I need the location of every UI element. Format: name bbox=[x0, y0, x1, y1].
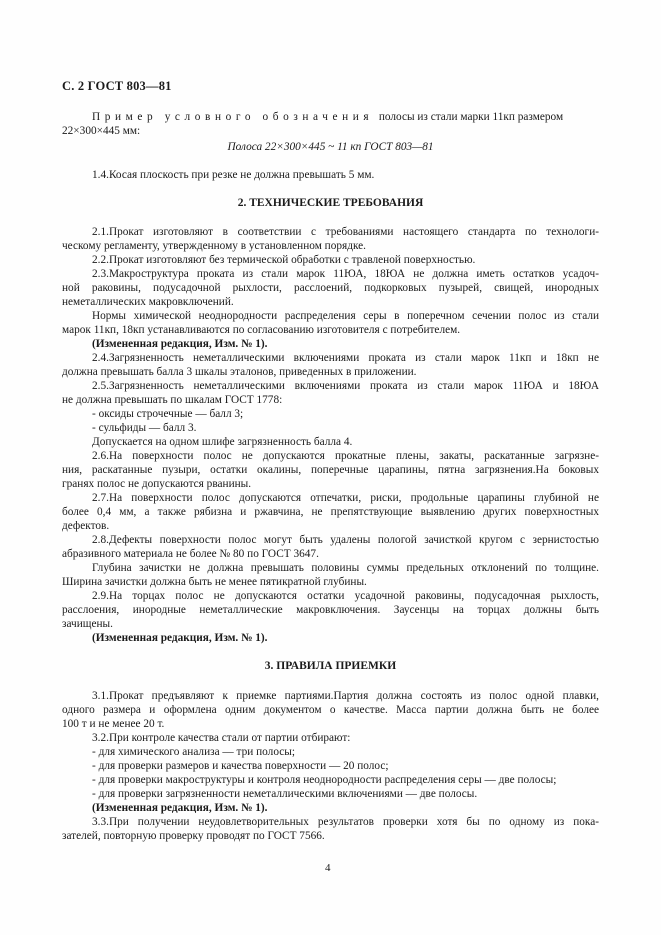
text-line: зачищены. bbox=[62, 618, 113, 630]
example-formula: Полоса 22×300×445 ~ 11 кп ГОСТ 803—81 bbox=[227, 141, 434, 153]
text-line: 2.9.На торцах полос не допускаются остатки усадочной раковины, подусадочная рыхлость, bbox=[92, 590, 599, 602]
section-2-title: 2. ТЕХНИЧЕСКИЕ ТРЕБОВАНИЯ bbox=[237, 197, 424, 209]
text-line: 2.3.Макроструктура проката из стали марок 11ЮА, 18ЮА не должна иметь остатков усадоч- bbox=[92, 268, 599, 280]
text-line: 2.5.Загрязненность неметаллическими включениями проката из стали марок 11ЮА и 18ЮА bbox=[92, 380, 599, 392]
list-item: - для проверки макроструктуры и контроля неоднородности распределения серы — две полосы; bbox=[92, 774, 557, 786]
list-item: - для проверки размеров и качества поверхности — 20 полос; bbox=[92, 760, 389, 772]
text-line: марок 11кп, 18кп устанавливаются по согласованию изготовителя с потребителем. bbox=[62, 324, 461, 336]
text-line: 2.4.Загрязненность неметаллическими включениями проката из стали марок 11кп и 18кп не bbox=[92, 352, 599, 364]
text-line: 3.1.Прокат предъявляют к приемке партиями.Партия должна состоять из полос одной плавки, bbox=[92, 690, 599, 702]
list-item: - оксиды строчечные — балл 3; bbox=[92, 408, 244, 420]
text-line: Нормы химической неоднородности распределения серы в поперечном сечении полос из стали bbox=[92, 310, 599, 322]
amendment-note: (Измененная редакция, Изм. № 1). bbox=[92, 632, 268, 644]
text-line: должна превышать балла 3 шкалы эталонов, приведенных в приложении. bbox=[62, 366, 417, 378]
text-line: 2.2.Прокат изготовляют без термической обработки с травленой поверхностью. bbox=[92, 254, 476, 266]
list-item: - для химического анализа — три полосы; bbox=[92, 746, 295, 758]
text-line: ческому регламенту, утвержденному в установленном порядке. bbox=[62, 240, 366, 252]
example-size: 22×300×445 мм: bbox=[62, 125, 141, 137]
text-line: 2.7.На поверхности полос допускаются отпечатки, риски, продольные царапины глубиной не bbox=[92, 492, 599, 504]
page-number: 4 bbox=[325, 862, 331, 874]
amendment-note: (Измененная редакция, Изм. № 1). bbox=[92, 802, 268, 814]
text-line: Ширина зачистки должна быть не менее пятикратной глубины. bbox=[62, 576, 367, 588]
list-item: - сульфиды — балл 3. bbox=[92, 422, 197, 434]
amendment-note: (Измененная редакция, Изм. № 1). bbox=[92, 338, 268, 350]
text-line: 2.6.На поверхности полос не допускаются прокатные плены, закаты, раскатанные загрязне- bbox=[92, 450, 599, 462]
text-line: более 0,4 мм, а также рябизна и ржавчина, не препятствующие выявлению других поверхностных bbox=[62, 506, 599, 518]
text-line: не должна превышать по шкалам ГОСТ 1778: bbox=[62, 394, 283, 406]
text-line: 3.3.При получении неудовлетворительных результатов проверки хотя бы по одному из пока- bbox=[92, 816, 599, 828]
paragraph-1-4: 1.4.Косая плоскость при резке не должна превышать 5 мм. bbox=[92, 169, 375, 181]
text-line: 3.2.При контроле качества стали от партии отбирают: bbox=[92, 732, 351, 744]
example-text: полосы из стали марки 11кп размером bbox=[378, 111, 564, 123]
example-label: Пример условного обозначения bbox=[92, 111, 374, 123]
page-header: С. 2 ГОСТ 803—81 bbox=[62, 79, 172, 93]
text-line: гранях полос не допускаются рванины. bbox=[62, 478, 252, 490]
example-line bbox=[92, 110, 599, 124]
text-line: ной раковины, подусадочной рыхлости, расслоений, подкорковых пузырей, свищей, инородных bbox=[62, 282, 599, 294]
text-line: 2.8.Дефекты поверхности полос могут быть удалены пологой зачисткой кругом с зернистостью bbox=[92, 534, 599, 546]
text-line: 2.1.Прокат изготовляют в соответствии с требованиями настоящего стандарта по технологи- bbox=[92, 226, 599, 238]
text-line: Допускается на одном шлифе загрязненность балла 4. bbox=[92, 436, 353, 448]
text-line: неметаллических макровключений. bbox=[62, 296, 234, 308]
text-line: абразивного материала не более № 80 по ГОСТ 3647. bbox=[62, 548, 319, 560]
text-line: дефектов. bbox=[62, 520, 110, 532]
section-3-title: 3. ПРАВИЛА ПРИЕМКИ bbox=[264, 660, 397, 672]
text-line: расслоения, инородные неметаллические макровключения. Заусенцы на торцах должны быть bbox=[62, 604, 599, 616]
text-line: ния, раскатанные пузыри, остатки окалины, поперечные царапины, пятна загрязнения.На боковых bbox=[62, 464, 599, 476]
text-line: Глубина зачистки не должна превышать половины суммы предельных отклонений по толщине. bbox=[92, 562, 599, 574]
text-line: одного размера и оформлена одним документом о качестве. Масса партии должна быть не более bbox=[62, 704, 599, 716]
text-line: зателей, повторную проверку проводят по ГОСТ 7566. bbox=[62, 830, 325, 842]
list-item: - для проверки загрязненности неметаллическими включениями — две полосы. bbox=[92, 788, 478, 800]
text-line: 100 т и не менее 20 т. bbox=[62, 718, 165, 730]
